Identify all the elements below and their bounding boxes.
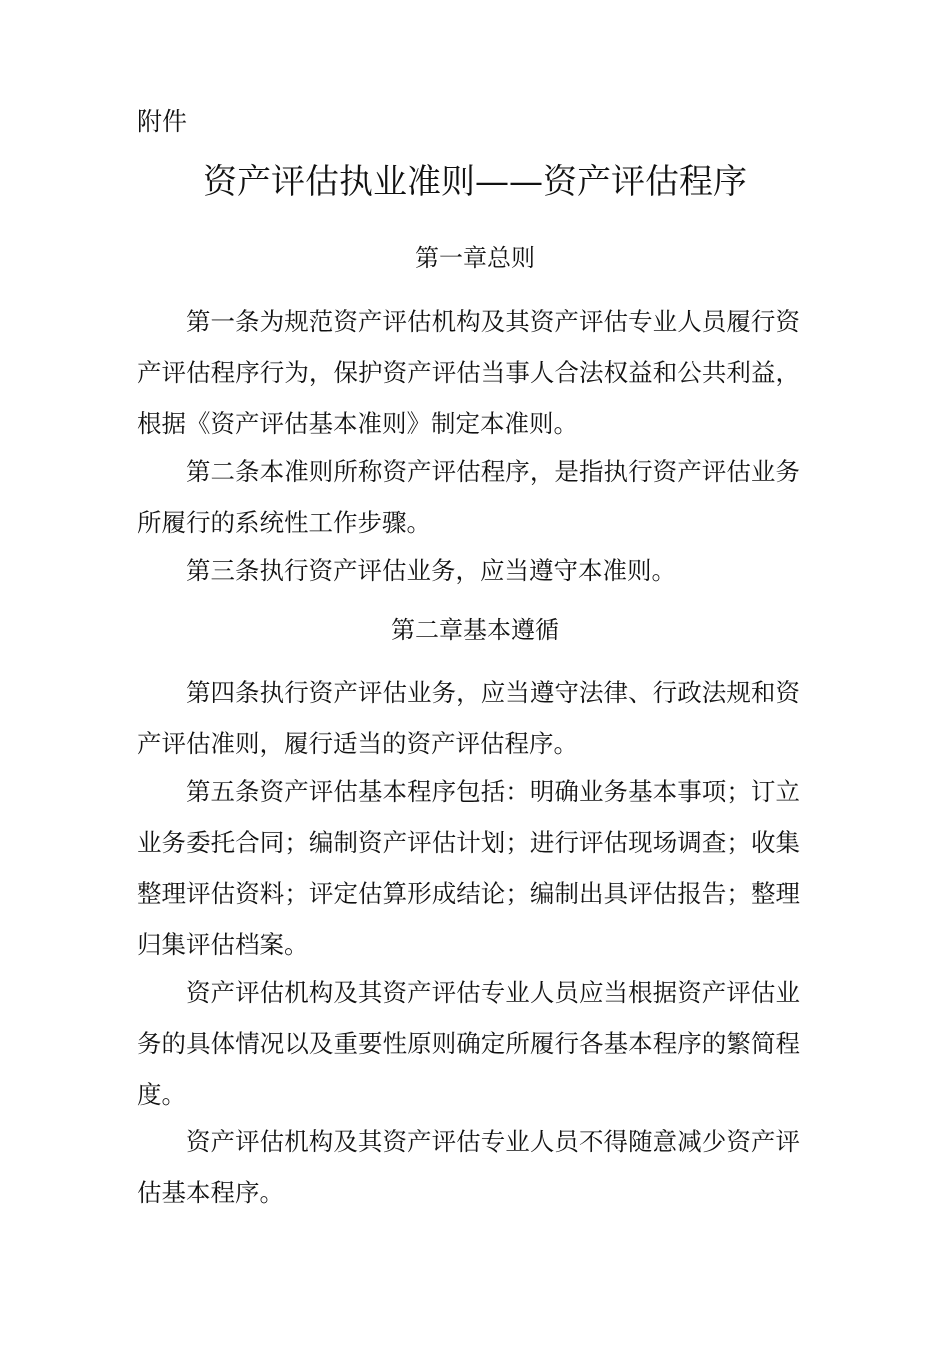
chapter-heading: 第一章总则	[415, 244, 535, 272]
attachment-label: 附件	[137, 107, 188, 136]
article-paragraph: 第二条本准则所称资产评估程序，是指执行资产评估业务所履行的系统性工作步骤。	[137, 457, 800, 537]
article-paragraph: 资产评估机构及其资产评估专业人员不得随意减少资产评估基本程序。	[137, 1127, 800, 1207]
article-paragraph: 第五条资产评估基本程序包括：明确业务基本事项；订立业务委托合同；编制资产评估计划；进行评估现场调查；收集整理评估资料；评定估算形成结论；编制出具评估报告；整理归集评估档案。	[137, 777, 800, 959]
article-paragraph: 资产评估机构及其资产评估专业人员应当根据资产评估业务的具体情况以及重要性原则确定所履行各基本程序的繁简程度。	[137, 978, 800, 1109]
chapter-heading: 第二章基本遵循	[391, 616, 559, 644]
document-title: 资产评估执业准则——资产评估程序	[203, 162, 747, 202]
article-paragraph: 第三条执行资产评估业务，应当遵守本准则。	[186, 556, 676, 585]
article-paragraph: 第四条执行资产评估业务，应当遵守法律、行政法规和资产评估准则，履行适当的资产评估程序。	[137, 678, 800, 758]
article-paragraph: 第一条为规范资产评估机构及其资产评估专业人员履行资产评估程序行为，保护资产评估当事人合法权益和公共利益，根据《资产评估基本准则》制定本准则。	[137, 307, 800, 438]
